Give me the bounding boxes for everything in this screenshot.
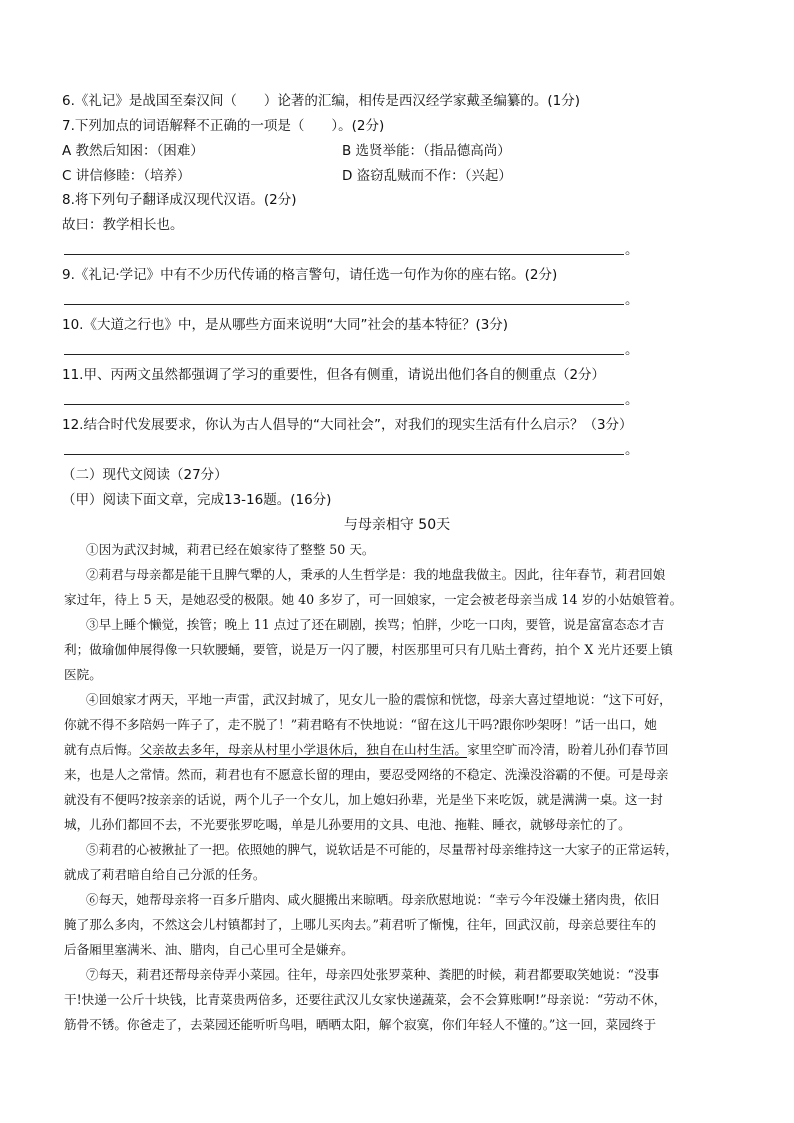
answer-line-9-end: 。: [625, 292, 639, 308]
answer-line-9[interactable]: [64, 304, 624, 305]
article-paragraph-4-line-2: 你就不得不多陪妈一阵子了，走不脱了！”莉君略有不快地说：“留在这儿干吗?跟你吵架呀！”话一出口，她: [64, 717, 657, 732]
question-8: 8.将下列句子翻译成汉现代汉语。(2分): [62, 192, 297, 208]
article-paragraph-4-line-6: 城，儿孙们都回不去，不光要张罗吃喝，单是儿孙要用的文具、电池、拖鞋、睡衣，就够母亲忙的了。: [64, 817, 631, 832]
answer-line-12-end: 。: [625, 442, 639, 458]
article-paragraph-7-line-3: 筋骨不锈。你爸走了，去菜园还能听听鸟唱，晒晒太阳，解个寂寞，你们年轻人不懂的。”这一回，菜园终于: [64, 1017, 657, 1032]
article-paragraph-4-line-5: 就没有不便吗?按亲亲的话说，两个儿子一个女儿，加上媳妇孙辈，光是坐下来吃饭，就是满满一桌。这一封: [64, 792, 663, 807]
article-paragraph-1: ①因为武汉封城，莉君已经在娘家待了整整 50 天。: [86, 542, 375, 557]
article-title: 与母亲相守 50天: [343, 517, 451, 533]
article-paragraph-6-line-3: 后备厢里塞满米、油、腊肉，自己心里可全是嫌弃。: [64, 942, 354, 957]
article-paragraph-3-line-2: 利；做瑜伽伸展得像一只软腰蛹，要管，说是万一闪了腰，村医那里可只有几贴土膏药，拍个 X 光片还要上镇: [64, 642, 673, 657]
article-paragraph-4-line-3-start: 就有点后悔。: [64, 742, 140, 757]
question-7-option-d: D 盗窃乱贼而不作：（兴起）: [342, 168, 512, 184]
article-paragraph-6-line-1: ⑥每天，她帮母亲将一百多斤腊肉、咸火腿搬出来晾晒。母亲欣慰地说：“幸亏今年没嫌土猪肉贵，依旧: [86, 892, 660, 907]
article-paragraph-7-line-1: ⑦每天，莉君还帮母亲侍弄小菜园。往年，母亲四处张罗菜种、粪肥的时候，莉君都要取笑她说：“没事: [86, 967, 660, 982]
question-7: 7.下列加点的词语解释不正确的一项是（ ）。(2分): [62, 118, 385, 134]
underlined-sentence: 父亲故去多年，母亲从村里小学退休后，独自在山村生活。: [139, 742, 467, 757]
article-paragraph-4-line-1: ④回娘家才两天，平地一声雷，武汉封城了，见女儿一脸的震惊和恍惚，母亲大喜过望地说：“这下可好，: [86, 692, 672, 707]
article-paragraph-2-line-2: 家过年，待上 5 天，是她忍受的极限。她 40 多岁了，可一回娘家，一定会被老母亲当成 14 岁的小姑娘管着。: [64, 592, 683, 607]
section-subheading: （甲）阅读下面文章，完成13-16题。(16分): [62, 492, 332, 508]
article-paragraph-6-line-2: 腌了那么多肉，不然这会儿村镇都封了，上哪儿买肉去。”莉君听了惭愧，往年，回武汉前，母亲总要往车的: [64, 917, 657, 932]
question-6: 6.《礼记》是战国至秦汉间（ ）论著的汇编，相传是西汉经学家戴圣编纂的。(1分): [62, 93, 581, 109]
section-heading: （二）现代文阅读（27分）: [62, 467, 228, 483]
article-paragraph-3-line-1: ③早上睡个懒觉，挨管；晚上 11 点过了还在刷剧，挨骂；怕胖，少吃一口肉，要管，说是富富态态才吉: [86, 617, 665, 632]
article-paragraph-4-line-3-end: 家里空旷而冷清，盼着儿孙们春节回: [467, 742, 669, 757]
answer-line-10[interactable]: [64, 354, 624, 355]
answer-line-10-end: 。: [625, 342, 639, 358]
answer-line-12[interactable]: [64, 454, 624, 455]
question-12: 12.结合时代发展要求，你认为古人倡导的“大同社会”，对我们的现实生活有什么启示？（3分）: [62, 417, 633, 433]
article-paragraph-7-line-2: 干!快递一公斤十块钱，比青菜贵两倍多，还要往武汉儿女家快递蔬菜，会不会算账啊!”母亲说：“劳动不休，: [64, 992, 667, 1007]
article-paragraph-3-line-3: 医院。: [64, 667, 102, 682]
article-paragraph-2-line-1: ②莉君与母亲都是能干且脾气犟的人，秉承的人生哲学是：我的地盘我做主。因此，往年春节，莉君回娘: [86, 567, 666, 582]
article-paragraph-4-line-3: [64, 740, 669, 760]
question-7-option-c: C 讲信修睦：（培养）: [62, 168, 191, 184]
question-9: 9.《礼记·学记》中有不少历代传诵的格言警句，请任选一句作为你的座右铭。(2分): [62, 267, 558, 283]
question-10: 10.《大道之行也》中，是从哪些方面来说明“大同”社会的基本特征？(3分): [62, 317, 509, 333]
question-7-option-b: B 选贤举能：（指品德高尚）: [342, 143, 511, 159]
question-7-option-a: A 教然后知困：（困难）: [62, 143, 204, 159]
answer-line-11[interactable]: [64, 404, 624, 405]
answer-line-8-end: 。: [625, 242, 639, 258]
question-11: 11.甲、丙两文虽然都强调了学习的重要性，但各有侧重，请说出他们各自的侧重点（2分）: [62, 367, 606, 383]
article-paragraph-4-line-4: 来，也是人之常情。然而，莉君也有不愿意长留的理由，要忍受网络的不稳定、洗澡没浴霸的不便。可是母亲: [64, 767, 669, 782]
article-paragraph-5-line-1: ⑤莉君的心被揪扯了一把。依照她的脾气，说软话是不可能的，尽量帮衬母亲维持这一大家子的正常运转，: [86, 842, 678, 857]
answer-line-11-end: 。: [625, 392, 639, 408]
article-paragraph-5-line-2: 就成了莉君暗自给自己分派的任务。: [64, 867, 266, 882]
question-8-sentence: 故曰：教学相长也。: [62, 217, 184, 233]
answer-line-8[interactable]: [64, 254, 624, 255]
